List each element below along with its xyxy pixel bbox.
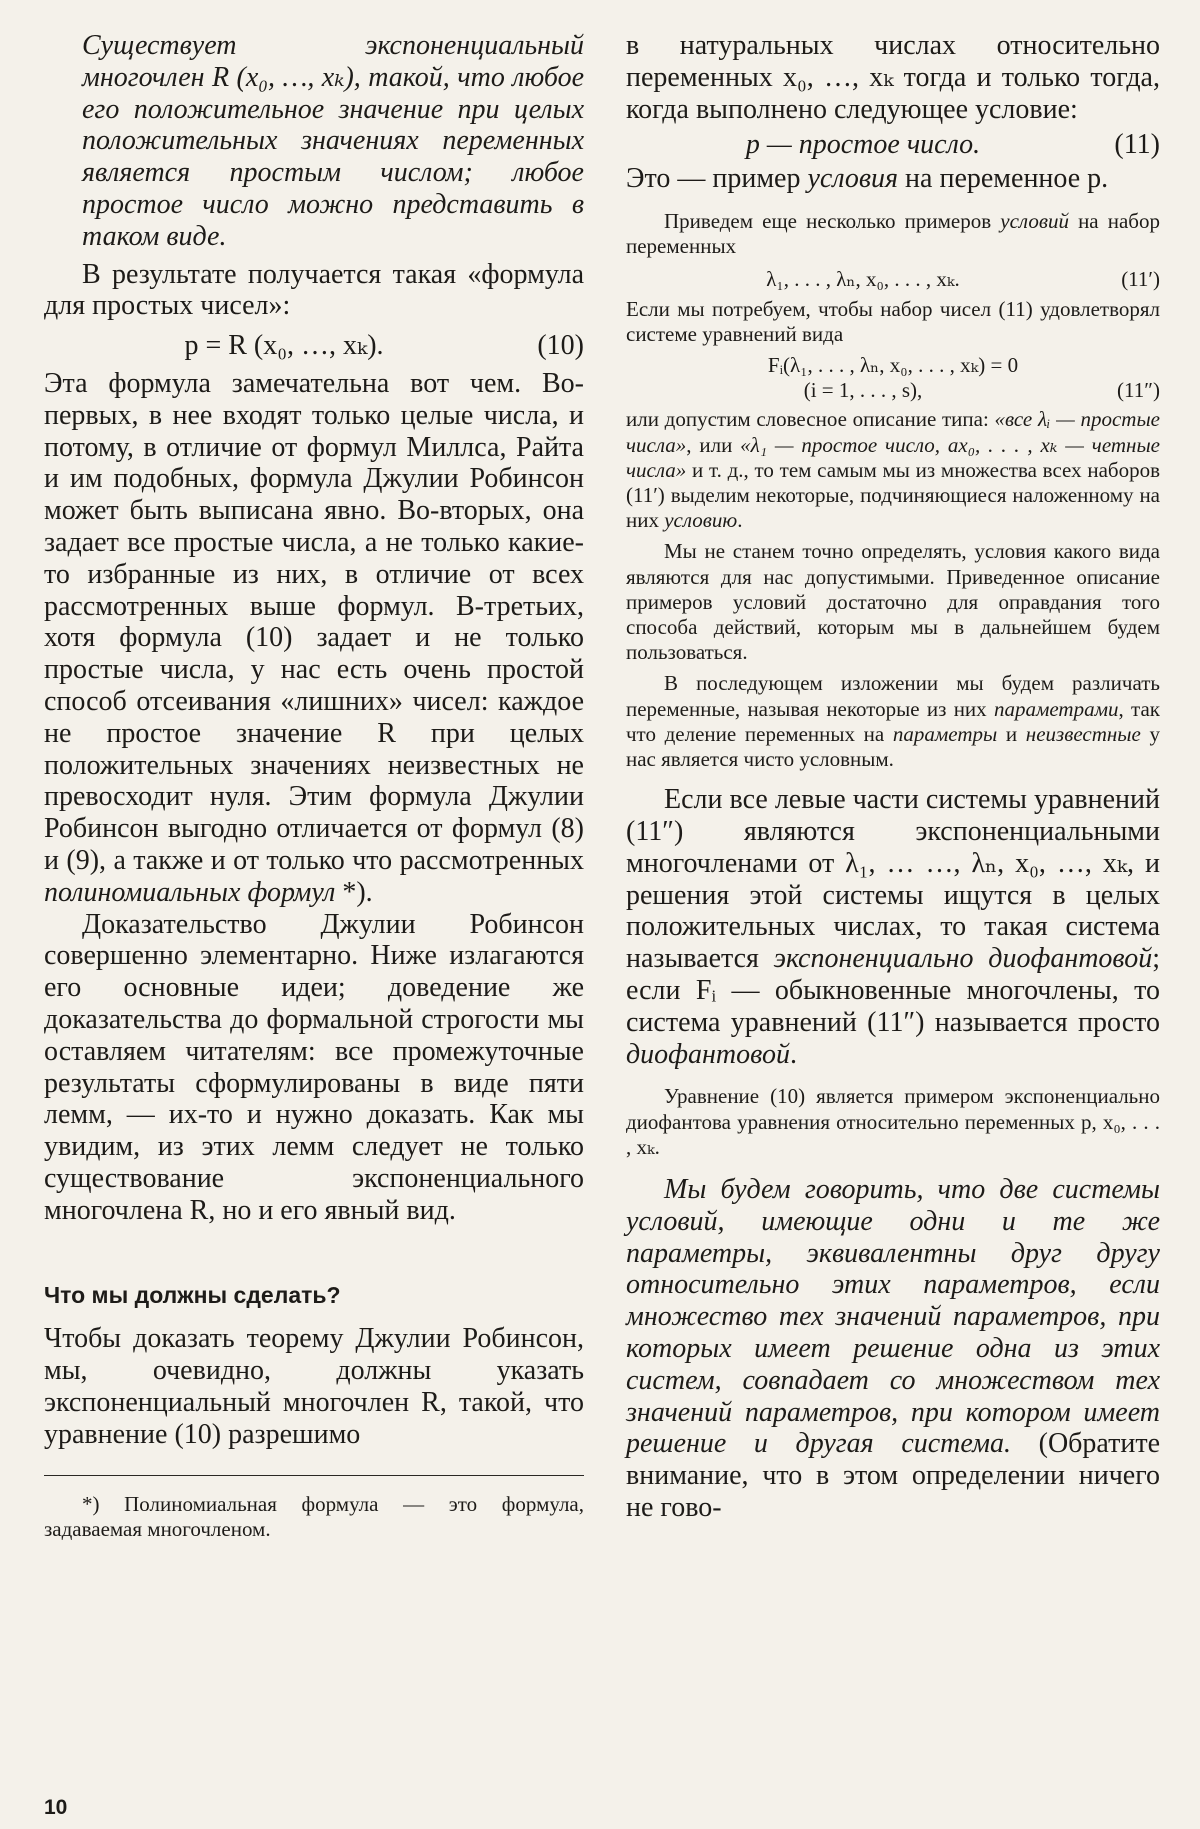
verbal-c: и т. д., то тем самым мы из множества всех наборов (11′) выделим некоторые, подчиняющиеся наложенному на них <box>626 457 1160 533</box>
condition-term: условия <box>807 163 899 195</box>
paragraph-what-to-do: Чтобы доказать теорему Джулии Робинсон, мы, очевидно, должны указать экспоненциальный многочлен R, такой, что уравнение (10) разрешимо <box>44 1323 584 1450</box>
exp-dio-b: ; если Fᵢ — обыкновенные многочлены, то система уравнений (11″) называется просто <box>626 943 1160 1038</box>
equation-11-prime-body: λ₁, . . . , λₙ, x₀, . . . , xₖ. <box>766 267 960 292</box>
conditions-term: условий <box>1000 208 1069 233</box>
footnote-ref: *). <box>335 876 373 908</box>
more-examples-b: на набор переменных <box>626 208 1160 259</box>
theorem-statement: Существует экспоненциальный многочлен R (x₀, …, xₖ), такой, что любое его положительное значение при целых положительных значениях переменных является простым числом; любое простое число можно представить в таком виде. <box>82 30 584 252</box>
unknowns-term: неизвестные <box>1025 721 1141 746</box>
condition-word: условию <box>664 508 738 533</box>
section-heading: Что мы должны сделать? <box>44 1282 341 1309</box>
condition-text-b: на переменное p. <box>898 163 1109 195</box>
small-if-we-require: Если мы потребуем, чтобы набор чисел (11) удовлетворял системе уравнений вида <box>626 296 1160 346</box>
exp-dio-c: . <box>789 1038 797 1070</box>
paragraph-proof-elementary: Доказательство Джулии Робинсон совершенно элементарно. Ниже излагаются его основные идеи; доведение же доказательства до формальной строгости мы оставляем читателям: все промежуточные результаты сформулированы в виде пяти лемм, — их-то и нужно доказать. Как мы увидим, из этих лемм следует не только существование экспоненциального многочлена R, но и его явный вид. <box>44 908 584 1226</box>
verbal-example-2: «λ₁ — простое число, ax₀, . . . , xₖ — четные числа» <box>626 432 1160 482</box>
verbal-b: , или <box>686 432 741 457</box>
equation-11-double-prime-range: (i = 1, . . . , s), <box>803 378 923 403</box>
left-column <box>44 30 584 1542</box>
parameters-b: , так что деление переменных на <box>626 696 1160 746</box>
paragraph-natural-numbers: в натуральных числах относительно переменных x₀, …, xₖ тогда и только тогда, когда выполнено следующее условие: <box>626 30 1160 125</box>
paragraph-condition-example <box>626 163 1160 195</box>
right-column <box>626 30 1160 1524</box>
small-not-define: Мы не станем точно определять, условия какого вида являются для нас допустимыми. Приведенное описание примеров условий достаточно для оправдания того способа действий, которым мы в дальнейшем будем пользоваться. <box>626 539 1160 665</box>
equation-11-number: (11) <box>1114 129 1160 161</box>
exp-dio-term: экспоненциально диофантовой <box>773 943 1153 975</box>
more-examples-a: Приведем еще несколько примеров <box>664 208 1001 233</box>
equation-10-number: (10) <box>537 330 584 362</box>
footnote-rule <box>44 1475 584 1476</box>
equation-11-double-prime <box>626 353 1160 403</box>
footnote: *) Полиномиальная формула — это формула, задаваемая многочленом. <box>44 1491 584 1541</box>
verbal-example-1: «все λᵢ — простые числа» <box>626 407 1160 457</box>
paragraph-formula-remarkable <box>44 368 584 909</box>
small-verbal-description <box>626 407 1160 533</box>
equation-11-body: p — простое число. <box>745 129 981 161</box>
parameters-d: у нас является чисто условным. <box>626 721 1161 772</box>
parameters-c: и <box>997 721 1026 746</box>
small-parameters <box>626 671 1160 772</box>
paragraph-exponential-diophantine <box>626 784 1160 1070</box>
paragraph-equivalence <box>626 1174 1160 1524</box>
small-more-examples <box>626 209 1160 259</box>
equation-11 <box>626 129 1160 161</box>
exp-dio-a: Если все левые части системы уравнений (11″) являются экспоненциальными многочленами от λ₁, … …, λₙ, x₀, …, xₖ, и решения этой системы ищутся в целых положительных числах, то такая система называется <box>626 784 1160 975</box>
equation-11-double-prime-number: (11″) <box>1117 378 1160 403</box>
parameters-a: В последующем изложении мы будем различать переменные, называя некоторые из них <box>626 671 1160 721</box>
paragraph-formula-intro: В результате получается такая «формула для простых чисел»: <box>44 258 584 322</box>
parameters-term-1: параметрами <box>993 696 1119 721</box>
equation-10-body: p = R (x₀, …, xₖ). <box>184 330 384 362</box>
parameters-term-2: параметры <box>892 721 998 746</box>
condition-text-a: Это — пример <box>626 163 808 195</box>
equation-10 <box>44 330 584 362</box>
equation-11-double-prime-body: Fᵢ(λ₁, . . . , λₙ, x₀, . . . , xₖ) = 0 <box>767 353 1019 377</box>
equation-11-prime <box>626 267 1160 292</box>
polynomial-formulas-term: полиномиальных формул <box>44 876 336 908</box>
verbal-d: . <box>737 508 743 533</box>
equivalence-definition: Мы будем говорить, что две системы условий, имеющие одни и те же параметры, эквивалентны друг другу относительно этих параметров, если множество тех значений параметров, при которых имеет решение одна из этих систем, совпадает со множеством тех значений параметров, при котором имеет решение и другая система. <box>626 1174 1160 1460</box>
small-equation-10-example: Уравнение (10) является примером экспоненциально диофантова уравнения относительно переменных p, x₀, . . . , xₖ. <box>626 1084 1160 1159</box>
equation-11-prime-number: (11′) <box>1121 267 1160 292</box>
equivalence-note: (Обратите внимание, что в этом определении ничего не гово- <box>626 1428 1160 1523</box>
page-number: 10 <box>44 1796 68 1819</box>
verbal-a: или допустим словесное описание типа: <box>626 407 995 432</box>
diophantine-term: диофантовой <box>626 1038 790 1070</box>
paragraph-formula-remarkable-text: Эта формула замечательна вот чем. Во-первых, в нее входят только целые числа, и потому, в отличие от формул Миллса, Райта и им подобных, формула Джулии Робинсон может быть выписана явно. Во-вторых, она задает все простые числа, а не только какие-то избранные из них, в отличие от всех рассмотренных выше формул. В-третьих, хотя формула (10) задает и не только простые числа, у нас есть очень простой способ отсеивания «лишних» чисел: каждое не простое значение R при целых положительных значениях неизвестных не превосходит нуля. Этим формула Джулии Робинсон выгодно отличается от формул (8) и (9), а также и от только что рассмотренных <box>44 367 584 876</box>
